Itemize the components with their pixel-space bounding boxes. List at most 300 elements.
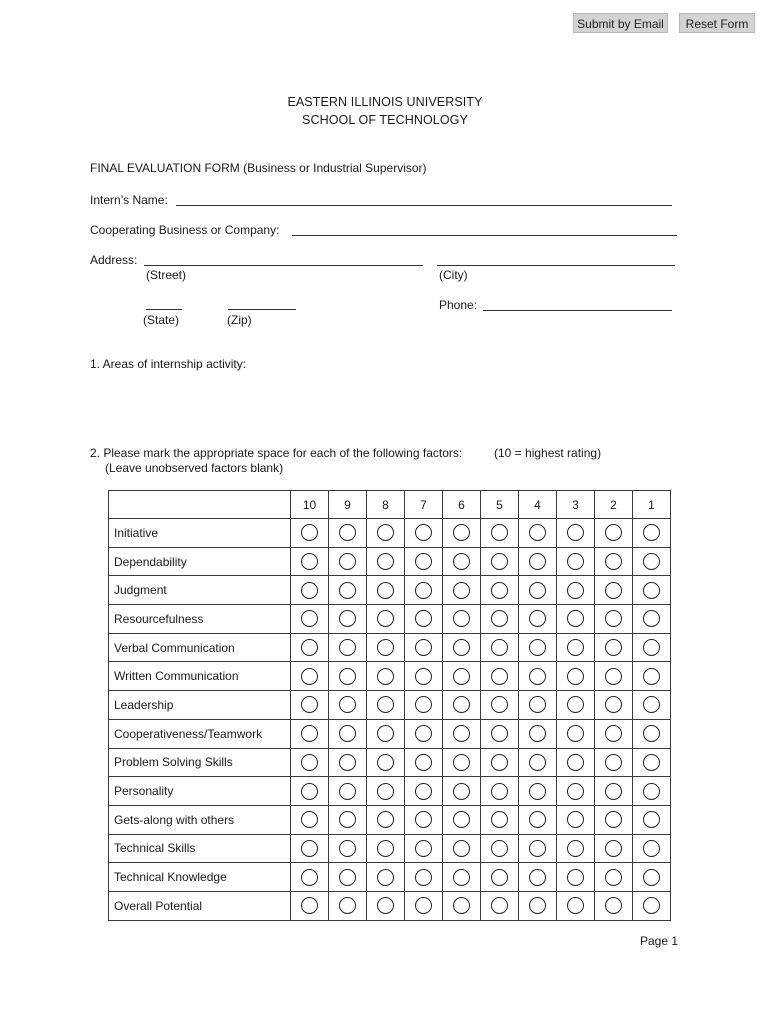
rating-factor-label: Written Communication — [109, 662, 291, 691]
phone-label: Phone: — [439, 298, 478, 312]
rating-radio-button[interactable] — [377, 610, 394, 627]
rating-radio-button[interactable] — [301, 897, 318, 914]
rating-factor-label: Personality — [109, 777, 291, 806]
rating-radio-button[interactable] — [301, 553, 318, 570]
rating-cell — [633, 662, 671, 691]
rating-radio-button[interactable] — [491, 811, 508, 828]
rating-radio-button[interactable] — [567, 783, 584, 800]
rating-table — [108, 490, 671, 921]
rating-cell — [291, 805, 329, 834]
rating-factor-label: Initiative — [109, 519, 291, 548]
rating-radio-button[interactable] — [605, 725, 622, 742]
rating-radio-button[interactable] — [529, 897, 546, 914]
rating-cell — [291, 891, 329, 920]
rating-radio-button[interactable] — [415, 610, 432, 627]
rating-cell — [633, 519, 671, 548]
rating-cell — [481, 834, 519, 863]
zip-caption: (Zip) — [227, 313, 252, 327]
rating-cell — [557, 633, 595, 662]
rating-radio-button[interactable] — [377, 639, 394, 656]
rating-radio-button[interactable] — [339, 783, 356, 800]
rating-row — [109, 691, 671, 720]
section2-title: 2. Please mark the appropriate space for each of the following factors: — [90, 446, 463, 460]
rating-radio-button[interactable] — [415, 840, 432, 857]
rating-radio-button[interactable] — [529, 725, 546, 742]
rating-radio-button[interactable] — [643, 811, 660, 828]
reset-form-button[interactable]: Reset Form — [679, 13, 755, 33]
rating-cell — [291, 777, 329, 806]
rating-radio-button[interactable] — [453, 639, 470, 656]
rating-radio-button[interactable] — [415, 754, 432, 771]
rating-radio-button[interactable] — [529, 783, 546, 800]
rating-cell — [405, 519, 443, 548]
rating-radio-button[interactable] — [453, 668, 470, 685]
rating-cell — [367, 719, 405, 748]
rating-cell — [633, 691, 671, 720]
rating-cell — [481, 719, 519, 748]
rating-radio-button[interactable] — [605, 897, 622, 914]
rating-cell — [595, 805, 633, 834]
rating-radio-button[interactable] — [301, 582, 318, 599]
rating-cell — [329, 748, 367, 777]
rating-cell — [405, 605, 443, 634]
rating-cell — [595, 719, 633, 748]
school-title: SCHOOL OF TECHNOLOGY — [302, 113, 468, 127]
rating-cell — [291, 748, 329, 777]
rating-radio-button[interactable] — [567, 897, 584, 914]
rating-radio-button[interactable] — [605, 783, 622, 800]
rating-radio-button[interactable] — [301, 783, 318, 800]
rating-radio-button[interactable] — [453, 582, 470, 599]
rating-radio-button[interactable] — [491, 610, 508, 627]
rating-cell — [443, 748, 481, 777]
rating-radio-button[interactable] — [415, 524, 432, 541]
rating-radio-button[interactable] — [415, 811, 432, 828]
rating-cell — [557, 719, 595, 748]
rating-cell — [481, 576, 519, 605]
rating-column-header: 6 — [443, 491, 481, 519]
rating-radio-button[interactable] — [491, 696, 508, 713]
rating-row — [109, 519, 671, 548]
rating-radio-button[interactable] — [415, 725, 432, 742]
rating-cell — [481, 748, 519, 777]
rating-cell — [519, 891, 557, 920]
rating-radio-button[interactable] — [491, 582, 508, 599]
rating-radio-button[interactable] — [567, 811, 584, 828]
rating-radio-button[interactable] — [377, 811, 394, 828]
rating-row — [109, 748, 671, 777]
rating-radio-button[interactable] — [567, 582, 584, 599]
rating-radio-button[interactable] — [567, 610, 584, 627]
rating-row — [109, 719, 671, 748]
rating-radio-button[interactable] — [339, 668, 356, 685]
rating-radio-button[interactable] — [491, 754, 508, 771]
rating-radio-button[interactable] — [605, 840, 622, 857]
rating-radio-button[interactable] — [415, 553, 432, 570]
rating-radio-button[interactable] — [491, 553, 508, 570]
rating-cell — [633, 777, 671, 806]
rating-cell — [443, 719, 481, 748]
rating-radio-button[interactable] — [529, 696, 546, 713]
rating-cell — [329, 691, 367, 720]
rating-cell — [367, 605, 405, 634]
rating-cell — [481, 662, 519, 691]
rating-radio-button[interactable] — [415, 582, 432, 599]
rating-radio-button[interactable] — [643, 668, 660, 685]
rating-radio-button[interactable] — [339, 840, 356, 857]
rating-radio-button[interactable] — [453, 725, 470, 742]
rating-header-row — [109, 491, 671, 519]
rating-radio-button[interactable] — [339, 811, 356, 828]
rating-cell — [405, 748, 443, 777]
rating-radio-button[interactable] — [377, 783, 394, 800]
rating-cell — [367, 777, 405, 806]
rating-radio-button[interactable] — [643, 524, 660, 541]
rating-radio-button[interactable] — [491, 897, 508, 914]
rating-cell — [557, 805, 595, 834]
rating-radio-button[interactable] — [567, 754, 584, 771]
rating-factor-label: Resourcefulness — [109, 605, 291, 634]
rating-cell — [291, 691, 329, 720]
rating-cell — [481, 605, 519, 634]
rating-radio-button[interactable] — [339, 754, 356, 771]
rating-radio-button[interactable] — [491, 668, 508, 685]
address-label: Address: — [90, 253, 138, 267]
form-title: FINAL EVALUATION FORM (Business or Industrial Supervisor) — [90, 161, 427, 175]
rating-radio-button[interactable] — [643, 639, 660, 656]
rating-radio-button[interactable] — [453, 696, 470, 713]
rating-cell — [519, 547, 557, 576]
rating-cell — [595, 519, 633, 548]
city-caption: (City) — [439, 268, 468, 282]
zip-field[interactable] — [228, 298, 296, 310]
rating-radio-button[interactable] — [415, 897, 432, 914]
rating-radio-button[interactable] — [605, 696, 622, 713]
rating-column-header: 10 — [291, 491, 329, 519]
rating-radio-button[interactable] — [529, 840, 546, 857]
company-field[interactable] — [292, 224, 677, 236]
section1-title: 1. Areas of internship activity: — [90, 357, 247, 371]
rating-cell — [595, 633, 633, 662]
rating-column-header: 8 — [367, 491, 405, 519]
rating-cell — [329, 519, 367, 548]
rating-radio-button[interactable] — [567, 869, 584, 886]
rating-cell — [557, 863, 595, 892]
rating-cell — [481, 633, 519, 662]
rating-cell — [633, 605, 671, 634]
rating-cell — [367, 547, 405, 576]
rating-radio-button[interactable] — [643, 869, 660, 886]
rating-cell — [405, 834, 443, 863]
rating-cell — [405, 576, 443, 605]
rating-cell — [595, 777, 633, 806]
rating-radio-button[interactable] — [453, 811, 470, 828]
state-caption: (State) — [143, 313, 180, 327]
rating-radio-button[interactable] — [491, 869, 508, 886]
rating-radio-button[interactable] — [529, 553, 546, 570]
rating-radio-button[interactable] — [301, 725, 318, 742]
rating-radio-button[interactable] — [491, 725, 508, 742]
rating-cell — [443, 633, 481, 662]
rating-radio-button[interactable] — [415, 668, 432, 685]
rating-cell — [367, 691, 405, 720]
rating-radio-button[interactable] — [301, 869, 318, 886]
rating-cell — [367, 633, 405, 662]
rating-row — [109, 834, 671, 863]
rating-radio-button[interactable] — [339, 610, 356, 627]
rating-radio-button[interactable] — [415, 783, 432, 800]
rating-radio-button[interactable] — [643, 582, 660, 599]
rating-cell — [519, 662, 557, 691]
rating-cell — [557, 547, 595, 576]
rating-cell — [405, 719, 443, 748]
rating-radio-button[interactable] — [643, 754, 660, 771]
rating-radio-button[interactable] — [567, 696, 584, 713]
rating-radio-button[interactable] — [567, 639, 584, 656]
rating-radio-button[interactable] — [491, 639, 508, 656]
rating-radio-button[interactable] — [415, 639, 432, 656]
rating-cell — [443, 519, 481, 548]
rating-cell — [519, 605, 557, 634]
rating-cell — [595, 662, 633, 691]
rating-column-header: 2 — [595, 491, 633, 519]
rating-cell — [329, 777, 367, 806]
rating-cell — [329, 633, 367, 662]
rating-radio-button[interactable] — [377, 553, 394, 570]
rating-radio-button[interactable] — [643, 783, 660, 800]
rating-cell — [519, 691, 557, 720]
rating-cell — [329, 719, 367, 748]
rating-cell — [633, 748, 671, 777]
rating-row — [109, 605, 671, 634]
rating-radio-button[interactable] — [377, 840, 394, 857]
rating-cell — [481, 805, 519, 834]
rating-radio-button[interactable] — [453, 754, 470, 771]
rating-radio-button[interactable] — [301, 639, 318, 656]
rating-radio-button[interactable] — [529, 639, 546, 656]
rating-radio-button[interactable] — [491, 783, 508, 800]
rating-radio-button[interactable] — [339, 553, 356, 570]
rating-radio-button[interactable] — [301, 840, 318, 857]
rating-radio-button[interactable] — [567, 524, 584, 541]
rating-radio-button[interactable] — [491, 840, 508, 857]
rating-cell — [557, 519, 595, 548]
rating-radio-button[interactable] — [339, 524, 356, 541]
rating-radio-button[interactable] — [643, 897, 660, 914]
rating-factor-label: Verbal Communication — [109, 633, 291, 662]
rating-radio-button[interactable] — [605, 668, 622, 685]
rating-radio-button[interactable] — [377, 524, 394, 541]
rating-cell — [519, 748, 557, 777]
rating-cell — [329, 891, 367, 920]
rating-factor-label: Problem Solving Skills — [109, 748, 291, 777]
submit-by-email-button[interactable]: Submit by Email — [573, 13, 668, 33]
rating-cell — [633, 863, 671, 892]
city-field[interactable] — [437, 254, 675, 266]
rating-cell — [519, 719, 557, 748]
rating-radio-button[interactable] — [567, 553, 584, 570]
rating-cell — [291, 662, 329, 691]
rating-radio-button[interactable] — [605, 582, 622, 599]
rating-radio-button[interactable] — [567, 725, 584, 742]
rating-radio-button[interactable] — [453, 524, 470, 541]
rating-cell — [443, 834, 481, 863]
rating-cell — [329, 662, 367, 691]
rating-cell — [367, 748, 405, 777]
rating-cell — [405, 633, 443, 662]
rating-radio-button[interactable] — [377, 897, 394, 914]
rating-cell — [291, 576, 329, 605]
rating-row — [109, 576, 671, 605]
rating-cell — [367, 576, 405, 605]
rating-cell — [519, 633, 557, 662]
rating-radio-button[interactable] — [491, 524, 508, 541]
rating-radio-button[interactable] — [301, 610, 318, 627]
rating-cell — [557, 777, 595, 806]
rating-radio-button[interactable] — [605, 869, 622, 886]
state-field[interactable] — [146, 298, 182, 310]
rating-cell — [595, 891, 633, 920]
rating-column-header: 3 — [557, 491, 595, 519]
rating-radio-button[interactable] — [643, 840, 660, 857]
university-title: EASTERN ILLINOIS UNIVERSITY — [287, 95, 483, 109]
rating-cell — [443, 662, 481, 691]
rating-cell — [557, 834, 595, 863]
rating-radio-button[interactable] — [339, 869, 356, 886]
rating-radio-button[interactable] — [529, 668, 546, 685]
rating-radio-button[interactable] — [605, 610, 622, 627]
rating-cell — [367, 519, 405, 548]
rating-cell — [633, 834, 671, 863]
rating-cell — [481, 891, 519, 920]
rating-cell — [595, 863, 633, 892]
rating-cell — [329, 805, 367, 834]
rating-radio-button[interactable] — [529, 811, 546, 828]
rating-radio-button[interactable] — [605, 553, 622, 570]
rating-column-header: 7 — [405, 491, 443, 519]
rating-radio-button[interactable] — [529, 610, 546, 627]
rating-radio-button[interactable] — [643, 696, 660, 713]
rating-radio-button[interactable] — [453, 869, 470, 886]
rating-cell — [367, 863, 405, 892]
rating-radio-button[interactable] — [415, 869, 432, 886]
rating-cell — [367, 662, 405, 691]
intern-name-field[interactable] — [176, 194, 672, 206]
rating-cell — [291, 605, 329, 634]
rating-cell — [519, 834, 557, 863]
rating-factor-label: Gets-along with others — [109, 805, 291, 834]
rating-radio-button[interactable] — [529, 754, 546, 771]
rating-radio-button[interactable] — [377, 725, 394, 742]
rating-column-header: 1 — [633, 491, 671, 519]
rating-radio-button[interactable] — [529, 869, 546, 886]
rating-cell — [405, 691, 443, 720]
rating-radio-button[interactable] — [453, 897, 470, 914]
rating-radio-button[interactable] — [605, 754, 622, 771]
rating-radio-button[interactable] — [643, 610, 660, 627]
rating-cell — [633, 719, 671, 748]
rating-factor-label: Overall Potential — [109, 891, 291, 920]
rating-radio-button[interactable] — [301, 668, 318, 685]
phone-field[interactable] — [483, 299, 672, 311]
rating-row — [109, 662, 671, 691]
rating-radio-button[interactable] — [453, 553, 470, 570]
rating-factor-label: Judgment — [109, 576, 291, 605]
section2-note: (10 = highest rating) — [494, 446, 602, 460]
rating-cell — [557, 662, 595, 691]
rating-header-corner — [109, 491, 291, 519]
rating-radio-button[interactable] — [301, 754, 318, 771]
rating-cell — [633, 805, 671, 834]
rating-cell — [367, 834, 405, 863]
rating-row — [109, 633, 671, 662]
rating-radio-button[interactable] — [339, 639, 356, 656]
rating-cell — [481, 519, 519, 548]
rating-radio-button[interactable] — [339, 696, 356, 713]
rating-radio-button[interactable] — [529, 582, 546, 599]
rating-cell — [557, 605, 595, 634]
rating-column-header: 5 — [481, 491, 519, 519]
rating-radio-button[interactable] — [453, 610, 470, 627]
rating-cell — [595, 834, 633, 863]
rating-cell — [405, 891, 443, 920]
rating-radio-button[interactable] — [377, 869, 394, 886]
rating-row — [109, 547, 671, 576]
rating-radio-button[interactable] — [567, 668, 584, 685]
rating-radio-button[interactable] — [605, 639, 622, 656]
rating-radio-button[interactable] — [415, 696, 432, 713]
rating-radio-button[interactable] — [377, 754, 394, 771]
section2-subnote: (Leave unobserved factors blank) — [105, 461, 284, 475]
rating-radio-button[interactable] — [605, 811, 622, 828]
rating-radio-button[interactable] — [605, 524, 622, 541]
rating-radio-button[interactable] — [301, 524, 318, 541]
rating-radio-button[interactable] — [377, 668, 394, 685]
rating-radio-button[interactable] — [377, 582, 394, 599]
rating-cell — [291, 863, 329, 892]
rating-radio-button[interactable] — [339, 582, 356, 599]
rating-cell — [291, 719, 329, 748]
rating-radio-button[interactable] — [529, 524, 546, 541]
rating-row — [109, 891, 671, 920]
rating-radio-button[interactable] — [567, 840, 584, 857]
rating-cell — [443, 891, 481, 920]
rating-radio-button[interactable] — [643, 725, 660, 742]
rating-cell — [633, 547, 671, 576]
rating-radio-button[interactable] — [339, 725, 356, 742]
rating-factor-label: Technical Skills — [109, 834, 291, 863]
rating-cell — [291, 633, 329, 662]
rating-radio-button[interactable] — [339, 897, 356, 914]
rating-cell — [291, 834, 329, 863]
rating-radio-button[interactable] — [377, 696, 394, 713]
rating-cell — [557, 691, 595, 720]
rating-factor-label: Technical Knowledge — [109, 863, 291, 892]
rating-radio-button[interactable] — [453, 840, 470, 857]
rating-radio-button[interactable] — [301, 696, 318, 713]
rating-radio-button[interactable] — [301, 811, 318, 828]
rating-radio-button[interactable] — [643, 553, 660, 570]
rating-row — [109, 777, 671, 806]
rating-cell — [405, 662, 443, 691]
rating-radio-button[interactable] — [453, 783, 470, 800]
rating-cell — [633, 576, 671, 605]
rating-cell — [443, 605, 481, 634]
rating-cell — [405, 805, 443, 834]
rating-cell — [329, 834, 367, 863]
street-field[interactable] — [144, 254, 423, 266]
rating-cell — [557, 891, 595, 920]
